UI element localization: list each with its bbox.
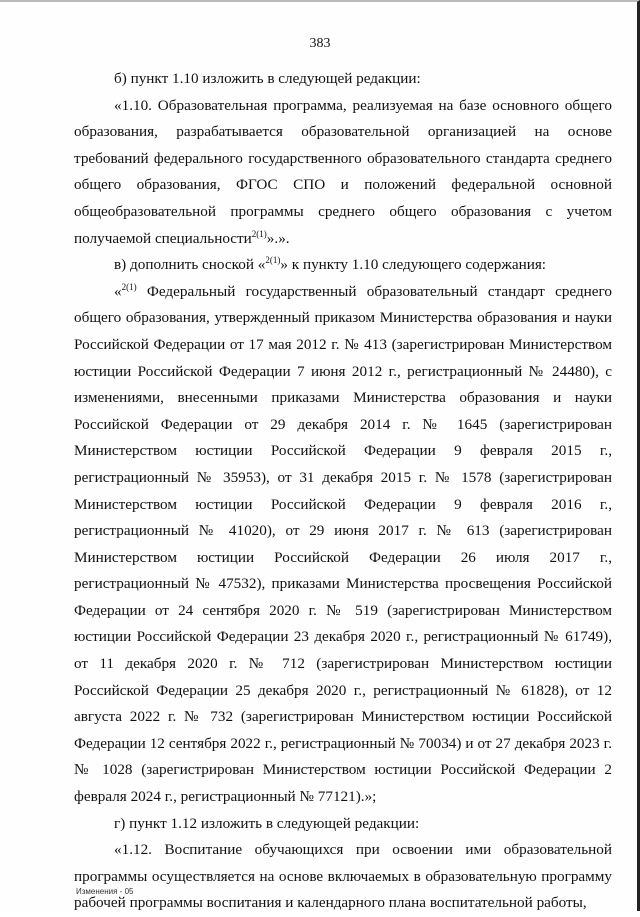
paragraph-text: Федеральный государственный образовательный стандарт среднего общего образования, утвержденный приказом Министерства образования и науки Российской Федерации от 17 мая 2012 г. № 413 (зарегистрирован Министерством юстиции Российской Федерации 7 июня 2012 г., регистрационный № 24480), с изменениями, внесенными приказами Министерства образования и науки Российской Федерации от 29 декабря 2014 г. № 1645 (зарегистрирован Министерством юстиции Российской Федерации 9 февраля 2015 г., регистрационный № 35953), от 31 декабря 2015 г. № 1578 (зарегистрирован Министерством юстиции Российской Федерации 9 февраля 2016 г., регистрационный № 41020), от 29 июня 2017 г. № 613 (зарегистрирован Министерством юстиции Российской Федерации 26 июля 2017 г., регистрационный № 47532), приказами Министерства просвещения Российской Федерации от 24 сентября 2020 г. № 519 (зарегистрирован Министерством юстиции Российской Федерации 23 декабря 2020 г., регистрационный № 61749), от 11 декабря 2020 г. № 712 (зарегистрирован Министерством юстиции Российской Федерации 25 декабря 2020 г., регистрационный № 61828), от 12 августа 2022 г. № 732 (зарегистрирован Министерством юстиции Российской Федерации 12 сентября 2022 г., регистрационный № 70034) и от 27 декабря 2023 г. № 1028 (зарегистрирован Министерством юстиции Российской Федерации 2 февраля 2024 г., регистрационный № 77121).»; [74,282,612,806]
footnote-reference: 2(1) [251,228,267,239]
page-number: 383 [309,36,331,51]
document-body [74,66,612,917]
paragraph-text: «1.10. Образовательная программа, реализуемая на базе основного общего образования, разрабатывается образовательной организацией на основе требований федерального государственного образовательного стандарта среднего общего образования, ФГОС СПО и положений федеральной основной общеобразовательной программы среднего общего образования с учетом получаемой специальности [74,96,612,247]
paragraph-text-end: » к пункту 1.10 следующего содержания: [280,256,547,274]
paragraph-clause-1-12 [74,837,612,917]
paragraph-text-start: « [114,282,122,300]
paragraph-text: в) дополнить сноской « [114,256,266,274]
paragraph-text-end: ».». [266,229,290,247]
paragraph-text: «1.12. Воспитание обучающихся при освоении ими образовательной программы осуществляется на основе включаемых в образовательную программу рабочей программы воспитания и календарного плана воспитательной работы, [74,841,612,912]
footer-note: Изменения - 05 [76,887,134,896]
paragraph-text: г) пункт 1.12 изложить в следующей редакции: [114,814,420,832]
paragraph-clause-1-10 [74,93,612,253]
paragraph-item-v [74,252,612,279]
paragraph-footnote-text [74,279,612,811]
paragraph-item-b [74,66,612,93]
paragraph-item-g [74,811,612,838]
footnote-reference: 2(1) [265,255,281,266]
paragraph-text: б) пункт 1.10 изложить в следующей редакции: [114,70,421,87]
footnote-reference: 2(1) [121,281,137,292]
